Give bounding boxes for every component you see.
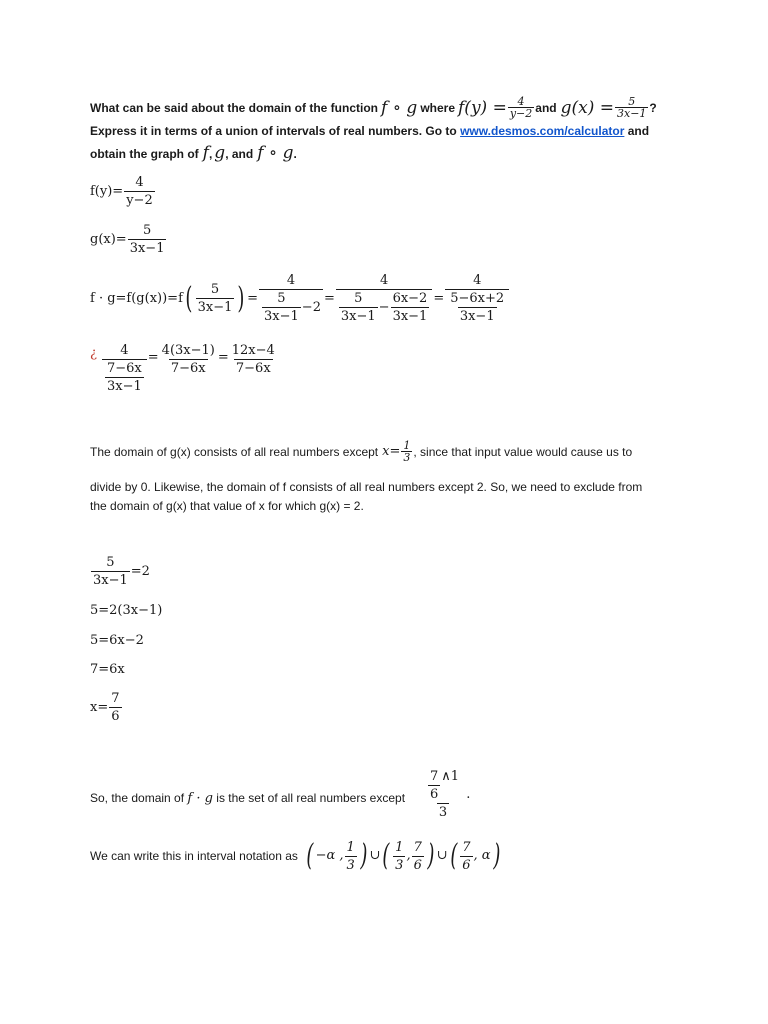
- denominator: 7−6x: [170, 361, 206, 376]
- denominator: 3x−1: [129, 241, 165, 256]
- equals: =: [147, 350, 159, 365]
- numerator: 7−6x: [106, 361, 142, 376]
- conclusion-text-cont: is the set of all real numbers except: [216, 791, 406, 805]
- numerator: 4(3x−1): [161, 343, 215, 358]
- paragraph-text-cont: , since that input value would cause us to: [413, 444, 633, 459]
- denominator: 6: [430, 787, 439, 802]
- question-where: where: [420, 100, 456, 115]
- numerator: [425, 768, 461, 803]
- denominator: y−2: [126, 193, 153, 208]
- nested-fraction: [448, 290, 506, 325]
- simplify-fraction-3: [230, 342, 277, 377]
- question-text-3: obtain the graph of: [90, 147, 199, 161]
- question-and-3: , and: [225, 147, 254, 161]
- period: .: [293, 147, 297, 161]
- f-definition-lhs: f(y) =: [458, 97, 507, 118]
- interval-text: We can write this in interval notation as: [90, 849, 298, 863]
- numerator: 4: [120, 343, 129, 358]
- seven-sixths: [428, 768, 440, 803]
- denominator: 3: [346, 857, 355, 873]
- simplify-fraction-1: [102, 342, 147, 395]
- denominator: 6: [111, 709, 120, 724]
- interval-1-fraction: [345, 839, 357, 874]
- paragraph-line-2: divide by 0. Likewise, the domain of f consists of all real numbers except 2. So, we need to exclude from: [90, 480, 643, 494]
- g-symbol: g: [214, 143, 226, 163]
- fog-symbol-2: f ∘ g: [257, 143, 294, 163]
- comma: ,: [208, 147, 213, 161]
- interval-1-left: −α ,: [315, 848, 344, 863]
- denominator: 3: [403, 451, 411, 464]
- denominator: 3x−1: [264, 309, 299, 324]
- composition-lhs: f · g=f(g(x))=f: [90, 291, 183, 306]
- numerator: 5: [354, 291, 363, 306]
- interval-2-fraction-a: [393, 839, 405, 874]
- question-and: and: [535, 100, 557, 115]
- denominator: 3x−1: [93, 573, 128, 588]
- complex-fraction-2: [336, 272, 432, 325]
- rhs: =2: [130, 564, 150, 579]
- denominator: 3x−1: [459, 309, 495, 324]
- numerator: 4: [286, 273, 296, 288]
- numerator: 6x−2: [392, 291, 428, 306]
- f-symbol: f: [202, 143, 209, 163]
- paragraph-text: The domain of g(x) consists of all real numbers except: [90, 444, 379, 459]
- numerator: 5: [277, 291, 286, 306]
- x-equals: x=: [382, 443, 401, 459]
- one-third-fraction: [401, 440, 412, 463]
- equals: =: [323, 291, 335, 306]
- nested-fraction-a: [339, 290, 378, 325]
- inner-fraction: [196, 281, 235, 316]
- numerator: 4: [473, 273, 482, 288]
- numerator: 1: [403, 439, 411, 452]
- g-fraction: [128, 222, 167, 257]
- desmos-link[interactable]: www.desmos.com/calculator: [460, 124, 625, 138]
- question-text: What can be said about the domain of the function: [90, 100, 378, 115]
- composition-equation: f · g=f(g(x))=f ( $\frac{5}{3x-1}$ ) = 4 $\frac{5}{3x-1}$ −2 = 4 $\frac{5}{3x-1}$ − $\frac{6x-2}{3x-1}$ = $\frac{4}{\frac{5-6x+2}{3x-1}}$: [90, 272, 510, 325]
- complex-fraction-3: [445, 272, 509, 325]
- question-line-1: [90, 96, 657, 119]
- numerator: 4: [135, 175, 144, 190]
- question-line-2: [90, 122, 649, 140]
- interval-2-fraction-b: [412, 839, 424, 874]
- solve-step-4: 7=6x: [90, 662, 125, 677]
- numerator: 5: [106, 555, 115, 570]
- minus-two: −2: [301, 300, 321, 315]
- question-mark: ?: [649, 100, 657, 115]
- numerator: 1: [346, 839, 355, 855]
- g-definition-fraction: [615, 96, 648, 119]
- numerator: 1: [395, 839, 404, 855]
- numerator: 5: [210, 282, 220, 297]
- fog-symbol: f ∘ g: [381, 97, 418, 118]
- denominator: 7−6x: [235, 361, 271, 376]
- paragraph-line-1: [90, 440, 632, 463]
- interval-3-fraction: [460, 839, 472, 874]
- interval-notation: ( −α , $\frac{1}{3}$ ) ∪ ( $\frac{1}{3}$ , $\frac{7}{6}$ ) ∪ ( $\frac{7}{6}$ , α ): [306, 838, 500, 873]
- union-symbol: ∪: [369, 848, 381, 863]
- f-fraction: [124, 174, 155, 209]
- wedge-one: ∧1: [441, 769, 460, 784]
- denominator: 3: [438, 805, 448, 820]
- period: .: [466, 787, 471, 802]
- f-definition-fraction: [508, 96, 534, 119]
- solve-step-5: [90, 690, 123, 725]
- equals: =: [433, 291, 445, 306]
- denominator: 3x−1: [106, 379, 142, 394]
- denominator: 3x−1: [340, 309, 376, 324]
- numerator: 4: [379, 273, 389, 288]
- interval-line: [90, 836, 502, 876]
- equals: =: [247, 291, 259, 306]
- denominator: 3x−1: [197, 300, 233, 315]
- nested-fraction: [105, 360, 144, 395]
- denominator: [102, 359, 147, 395]
- f-def-denominator: y−2: [509, 107, 533, 120]
- five-over-fraction: [91, 554, 130, 589]
- x-equals: x=: [90, 700, 109, 715]
- g-def-numerator: 5: [628, 95, 636, 108]
- simplify-fraction-2: [160, 342, 217, 377]
- question-text-2: Express it in terms of a union of intervals of real numbers. Go to: [90, 124, 457, 138]
- f-def-numerator: 4: [517, 95, 525, 108]
- equals: =: [217, 350, 229, 365]
- g-definition-lhs: g(x) =: [560, 97, 614, 118]
- nested-fraction: [262, 290, 301, 325]
- solve-step-3: 5=6x−2: [90, 633, 144, 648]
- union-symbol: ∪: [436, 848, 448, 863]
- question-line-3: [90, 144, 297, 163]
- numerator: 7: [430, 769, 439, 784]
- numerator: 5: [142, 223, 152, 238]
- excluded-fraction: [425, 768, 461, 821]
- conclusion-line: [90, 789, 405, 808]
- denominator: [259, 289, 323, 325]
- solve-step-2: 5=2(3x−1): [90, 603, 163, 618]
- simplification-equation: [90, 342, 278, 395]
- denominator: 3x−1: [392, 309, 428, 324]
- excluded-value: [424, 768, 470, 821]
- interval-3-right: , α: [473, 848, 491, 863]
- numerator: 12x−4: [231, 343, 275, 358]
- g-lhs: g(x)=: [90, 232, 127, 247]
- denominator: [336, 289, 432, 325]
- conclusion-text: So, the domain of: [90, 791, 185, 805]
- nested-fraction-b: [391, 290, 430, 325]
- denominator: [445, 289, 509, 325]
- question-and-2: and: [627, 124, 650, 138]
- inverted-question-marker: ¿: [90, 346, 97, 361]
- f-dot-g: f · g: [187, 791, 213, 806]
- numerator: 7: [111, 691, 120, 706]
- denominator: 3: [395, 857, 404, 873]
- denominator: 6: [462, 857, 471, 873]
- g-def-denominator: 3x−1: [617, 107, 647, 120]
- paragraph-line-3: the domain of g(x) that value of x for which g(x) = 2.: [90, 499, 364, 513]
- solve-step-1: [90, 554, 150, 589]
- numerator: 7: [462, 839, 471, 855]
- numerator: 5−6x+2: [450, 291, 505, 306]
- complex-fraction-1: [259, 272, 323, 325]
- seven-sixths-fraction: [109, 690, 121, 725]
- f-equation: [90, 174, 156, 209]
- minus: −: [378, 300, 390, 315]
- f-lhs: f(y)=: [90, 184, 124, 199]
- g-equation: [90, 222, 167, 257]
- denominator: 6: [413, 857, 422, 873]
- numerator: 7: [413, 839, 422, 855]
